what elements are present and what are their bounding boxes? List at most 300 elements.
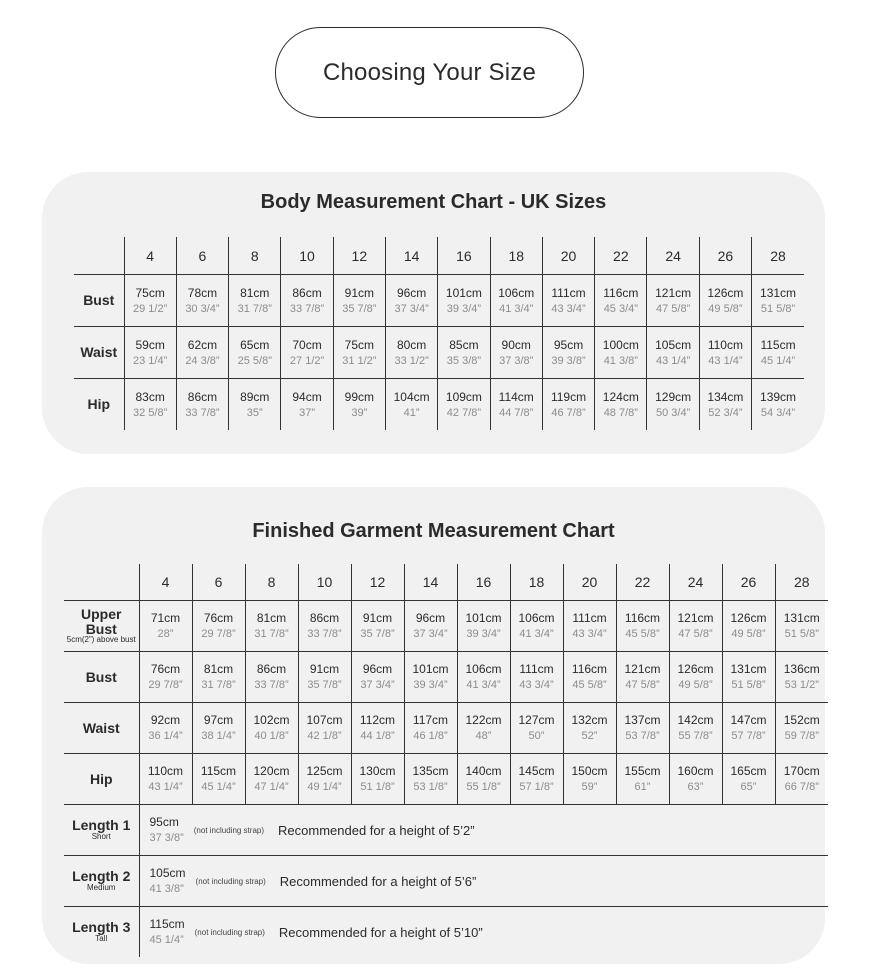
- cm-value: 126cm: [677, 662, 714, 676]
- measurement-cell: [647, 275, 699, 327]
- measurement-cell: [595, 275, 647, 327]
- inch-value: 51 5/8”: [784, 628, 819, 640]
- inch-value: 35 7/8”: [360, 628, 395, 640]
- measurement-cell: [775, 601, 828, 652]
- measurement-cell: [616, 652, 669, 703]
- inch-value: 51 5/8”: [731, 679, 766, 691]
- measurement-cell: [245, 754, 298, 805]
- size-header: 28: [775, 564, 828, 601]
- measurement-cell: [699, 379, 751, 431]
- height-recommendation: Recommended for a height of 5’2”: [278, 822, 475, 838]
- cm-value: 114cm: [498, 389, 534, 404]
- measurement-cell: [722, 652, 775, 703]
- inch-value: 47 5/8”: [655, 302, 691, 315]
- inch-value: 33 7/8”: [254, 679, 289, 691]
- size-header: 22: [616, 564, 669, 601]
- inch-value: 41 3/4”: [519, 628, 554, 640]
- row-label: [74, 275, 124, 327]
- cm-value: 121cm: [655, 285, 692, 300]
- table-row: [74, 327, 804, 379]
- measurement-cell: [752, 327, 804, 379]
- cm-value: 92cm: [150, 713, 181, 727]
- measurement-cell: [775, 703, 828, 754]
- garment-measurement-card: [42, 487, 825, 964]
- measurement-cell: [490, 275, 542, 327]
- measurement-cell: [669, 754, 722, 805]
- inch-value: 55 7/8”: [678, 730, 713, 742]
- size-header: 14: [385, 237, 437, 275]
- length-label: [64, 907, 139, 958]
- height-recommendation: Recommended for a height of 5’10”: [278, 924, 483, 940]
- cm-value: 96cm: [415, 611, 446, 625]
- cm-value: 116cm: [603, 285, 639, 300]
- cm-value: 110cm: [707, 337, 743, 352]
- cm-value: 85cm: [449, 337, 479, 352]
- inch-value: 31 1/2”: [342, 354, 377, 367]
- size-header: 10: [298, 564, 351, 601]
- inch-value: 23 1/4”: [133, 354, 168, 367]
- cm-value: 75cm: [135, 285, 165, 300]
- size-header: 8: [245, 564, 298, 601]
- cm-value: 105cm: [149, 866, 186, 880]
- length-details: [139, 856, 828, 907]
- body-chart-title: Body Measurement Chart - UK Sizes: [260, 191, 607, 213]
- row-label: [64, 754, 139, 805]
- inch-value: 39 3/4”: [466, 628, 501, 640]
- length-sublabel: Short: [91, 832, 111, 842]
- cm-value: 170cm: [783, 764, 820, 778]
- cm-value: 120cm: [253, 764, 290, 778]
- inch-value: 41”: [403, 406, 420, 419]
- cm-value: 119cm: [550, 389, 587, 404]
- length-label-text: Length 2: [72, 868, 131, 885]
- inch-value: 37”: [299, 406, 315, 419]
- measurement-cell: [438, 327, 490, 379]
- measurement-cell: [176, 379, 228, 431]
- measurement-cell: [298, 754, 351, 805]
- measurement-cell: [298, 601, 351, 652]
- measurement-cell: [192, 601, 245, 652]
- length-details: [139, 805, 828, 856]
- measurement-cell: [752, 275, 804, 327]
- cm-value: 116cm: [624, 611, 661, 625]
- inch-value: 30 3/4”: [185, 302, 220, 315]
- cm-value: 101cm: [412, 662, 449, 676]
- row-label: [64, 601, 139, 652]
- inch-value: 31 7/8”: [254, 628, 289, 640]
- inch-value: 41 3/8”: [603, 354, 638, 367]
- inch-value: 52 3/4”: [708, 406, 743, 419]
- size-header: 8: [229, 237, 281, 275]
- cm-value: 86cm: [256, 662, 287, 676]
- inch-value: 32 5/8”: [133, 406, 168, 419]
- inch-value: 39 3/4”: [413, 679, 448, 691]
- inch-value: 49 5/8”: [678, 679, 713, 691]
- measurement-cell: [139, 754, 192, 805]
- inch-value: 46 7/8”: [551, 406, 586, 419]
- cm-value: 96cm: [396, 285, 427, 300]
- inch-value: 43 3/4”: [519, 679, 554, 691]
- cm-value: 102cm: [253, 713, 290, 727]
- inch-value: 45 1/4”: [149, 934, 184, 946]
- inch-value: 45 3/4”: [603, 302, 638, 315]
- inch-value: 61”: [634, 781, 651, 793]
- size-header: 16: [457, 564, 510, 601]
- cm-value: 106cm: [465, 662, 502, 676]
- inch-value: 46 1/8”: [413, 730, 448, 742]
- row-label-text: Hip: [89, 770, 113, 787]
- size-header-row: [64, 564, 828, 601]
- cm-value: 129cm: [655, 389, 692, 404]
- inch-value: 43 1/4”: [708, 354, 743, 367]
- measurement-cell: [192, 703, 245, 754]
- cm-value: 90cm: [501, 337, 531, 352]
- cm-value: 150cm: [571, 764, 608, 778]
- table-row: [64, 601, 828, 652]
- measurement-cell: [404, 652, 457, 703]
- measurement-cell: [616, 703, 669, 754]
- measurement-cell: [775, 754, 828, 805]
- cm-value: 131cm: [730, 662, 767, 676]
- cm-value: 131cm: [760, 285, 797, 300]
- length-sublabel: Tall: [95, 934, 108, 944]
- measurement-cell: [722, 703, 775, 754]
- measurement-cell: [752, 379, 804, 431]
- cm-value: 106cm: [518, 611, 555, 625]
- inch-value: 63”: [687, 781, 704, 793]
- size-header: 18: [510, 564, 563, 601]
- size-header: 26: [722, 564, 775, 601]
- inch-value: 59”: [581, 781, 598, 793]
- measurement-cell: [490, 327, 542, 379]
- cm-value: 100cm: [602, 337, 639, 352]
- measurement-cell: [245, 703, 298, 754]
- length-details: [139, 907, 828, 958]
- inch-value: 39 3/8”: [551, 354, 586, 367]
- measurement-cell: [404, 754, 457, 805]
- measurement-cell: [669, 652, 722, 703]
- cm-value: 106cm: [498, 285, 535, 300]
- cm-value: 99cm: [344, 389, 374, 404]
- table-row: [74, 275, 804, 327]
- measurement-cell: [722, 601, 775, 652]
- size-header: 24: [647, 237, 699, 275]
- measurement-cell: [351, 652, 404, 703]
- cm-value: 86cm: [187, 389, 218, 404]
- row-label: [74, 379, 124, 431]
- cm-value: 142cm: [677, 713, 714, 727]
- measurement-cell: [438, 275, 490, 327]
- cm-value: 127cm: [518, 713, 555, 727]
- inch-value: 41 3/8”: [149, 883, 184, 895]
- inch-value: 55 1/8”: [466, 781, 501, 793]
- inch-value: 50 3/4”: [655, 406, 691, 419]
- inch-value: 27 1/2”: [289, 354, 325, 367]
- measurement-cell: [281, 379, 333, 431]
- measurement-cell: [457, 652, 510, 703]
- inch-value: 28”: [157, 628, 174, 640]
- measurement-cell: [616, 601, 669, 652]
- inch-value: 59 7/8”: [784, 730, 819, 742]
- page-title: [275, 27, 584, 118]
- measurement-cell: [245, 601, 298, 652]
- inch-value: 33 1/2”: [394, 354, 429, 367]
- row-label-text: Waist: [82, 719, 120, 736]
- cm-value: 83cm: [135, 389, 165, 404]
- measurement-cell: [281, 275, 333, 327]
- inch-value: 47 5/8”: [625, 679, 660, 691]
- inch-value: 49 5/8”: [708, 302, 743, 315]
- measurement-cell: [669, 703, 722, 754]
- cm-value: 62cm: [187, 337, 218, 352]
- table-row: [74, 379, 804, 431]
- page-title-text: Choosing Your Size: [322, 58, 537, 86]
- measurement-cell: [229, 379, 281, 431]
- cm-value: 111cm: [551, 285, 586, 300]
- cm-value: 95cm: [553, 337, 584, 352]
- inch-value: 36 1/4”: [148, 730, 183, 742]
- inch-value: 45 1/4”: [760, 354, 796, 367]
- inch-value: 37 3/4”: [394, 302, 429, 315]
- measurement-cell: [192, 652, 245, 703]
- inch-value: 44 7/8”: [499, 406, 534, 419]
- row-label-text: Bust: [85, 668, 117, 685]
- cm-value: 135cm: [412, 764, 449, 778]
- size-header: 6: [176, 237, 228, 275]
- inch-value: 54 3/4”: [760, 406, 796, 419]
- measurement-cell: [385, 275, 437, 327]
- measurement-cell: [699, 275, 751, 327]
- cm-value: 70cm: [292, 337, 322, 352]
- cm-value: 94cm: [292, 389, 322, 404]
- size-header: 20: [563, 564, 616, 601]
- size-header: 4: [124, 237, 176, 275]
- inch-value: 35”: [246, 406, 263, 419]
- cm-value: 134cm: [707, 389, 744, 404]
- cm-value: 115cm: [760, 337, 796, 352]
- measurement-cell: [139, 652, 192, 703]
- size-header: 24: [669, 564, 722, 601]
- inch-value: 29 1/2”: [133, 302, 168, 315]
- inch-value: 50”: [528, 730, 545, 742]
- inch-value: 43 1/4”: [148, 781, 183, 793]
- inch-value: 24 3/8”: [185, 354, 220, 367]
- length-row: [64, 907, 828, 958]
- measurement-cell: [595, 327, 647, 379]
- inch-value: 37 3/4”: [360, 679, 395, 691]
- measurement-cell: [510, 703, 563, 754]
- corner-cell: [74, 237, 124, 275]
- measurement-cell: [333, 327, 385, 379]
- cm-value: 112cm: [359, 713, 396, 727]
- inch-value: 44 1/8”: [360, 730, 395, 742]
- measurement-cell: [616, 754, 669, 805]
- cm-value: 152cm: [783, 713, 820, 727]
- cm-value: 160cm: [677, 764, 714, 778]
- measurement-cell: [229, 327, 281, 379]
- inch-value: 48”: [475, 730, 492, 742]
- size-header: 28: [752, 237, 804, 275]
- cm-value: 130cm: [359, 764, 396, 778]
- inch-value: 38 1/4”: [201, 730, 236, 742]
- length-details-inner: [150, 916, 829, 948]
- size-header: 4: [139, 564, 192, 601]
- measurement-cell: [722, 754, 775, 805]
- row-label-text: Hip: [87, 396, 111, 413]
- size-header: 12: [351, 564, 404, 601]
- measurement-cell: [192, 754, 245, 805]
- cm-value: 95cm: [149, 815, 179, 829]
- strap-note: (not including strap): [193, 825, 265, 835]
- table-row: [64, 652, 828, 703]
- size-header-row: [74, 237, 804, 275]
- cm-value: 115cm: [149, 917, 185, 931]
- inch-value: 40 1/8”: [254, 730, 289, 742]
- length-label: [64, 805, 139, 856]
- length-values: [150, 814, 184, 846]
- inch-value: 35 3/8”: [446, 354, 482, 367]
- row-label: [74, 327, 124, 379]
- cm-value: 121cm: [624, 662, 661, 676]
- measurement-cell: [245, 652, 298, 703]
- garment-measurement-table: [64, 564, 828, 957]
- inch-value: 57 1/8”: [519, 781, 554, 793]
- cm-value: 110cm: [147, 764, 184, 778]
- inch-value: 53 1/8”: [413, 781, 448, 793]
- cm-value: 81cm: [256, 611, 287, 625]
- measurement-cell: [176, 275, 228, 327]
- cm-value: 81cm: [203, 662, 234, 676]
- measurement-cell: [647, 379, 699, 431]
- cm-value: 75cm: [344, 337, 374, 352]
- measurement-cell: [542, 379, 594, 431]
- cm-value: 111cm: [519, 662, 554, 676]
- length-row: [64, 856, 828, 907]
- measurement-cell: [333, 379, 385, 431]
- measurement-cell: [699, 327, 751, 379]
- measurement-cell: [351, 703, 404, 754]
- inch-value: 45 5/8”: [625, 628, 660, 640]
- inch-value: 42 7/8”: [446, 406, 482, 419]
- measurement-cell: [490, 379, 542, 431]
- cm-value: 89cm: [240, 389, 270, 404]
- measurement-cell: [229, 275, 281, 327]
- inch-value: 43 3/4”: [572, 628, 607, 640]
- inch-value: 37 3/8”: [499, 354, 534, 367]
- inch-value: 51 5/8”: [760, 302, 796, 315]
- size-header: 20: [542, 237, 594, 275]
- size-header: 16: [438, 237, 490, 275]
- measurement-cell: [385, 327, 437, 379]
- inch-value: 29 7/8”: [201, 628, 236, 640]
- size-header: 26: [699, 237, 751, 275]
- measurement-cell: [124, 379, 176, 431]
- cm-value: 140cm: [465, 764, 502, 778]
- table-row: [64, 703, 828, 754]
- inch-value: 31 7/8”: [201, 679, 236, 691]
- cm-value: 65cm: [240, 337, 270, 352]
- cm-value: 96cm: [362, 662, 393, 676]
- body-measurement-table: [74, 237, 804, 430]
- cm-value: 78cm: [187, 285, 218, 300]
- cm-value: 76cm: [150, 662, 181, 676]
- strap-note: (not including strap): [194, 927, 265, 937]
- length-row: [64, 805, 828, 856]
- inch-value: 39”: [351, 406, 368, 419]
- measurement-cell: [385, 379, 437, 431]
- measurement-cell: [298, 703, 351, 754]
- measurement-cell: [510, 601, 563, 652]
- measurement-cell: [139, 601, 192, 652]
- inch-value: 41 3/4”: [499, 302, 534, 315]
- cm-value: 126cm: [730, 611, 767, 625]
- cm-value: 71cm: [150, 611, 181, 625]
- inch-value: 35 7/8”: [342, 302, 377, 315]
- cm-value: 86cm: [309, 611, 340, 625]
- measurement-cell: [333, 275, 385, 327]
- measurement-cell: [457, 754, 510, 805]
- length-values: [150, 916, 185, 948]
- measurement-cell: [563, 703, 616, 754]
- inch-value: 57 7/8”: [731, 730, 766, 742]
- row-sublabel: 5cm(2”) above bust: [66, 635, 136, 645]
- table-row: [64, 754, 828, 805]
- measurement-cell: [404, 703, 457, 754]
- cm-value: 147cm: [730, 713, 767, 727]
- measurement-cell: [351, 754, 404, 805]
- cm-value: 109cm: [445, 389, 482, 404]
- inch-value: 43 3/4”: [551, 302, 586, 315]
- inch-value: 65”: [740, 781, 757, 793]
- inch-value: 53 7/8”: [625, 730, 660, 742]
- cm-value: 101cm: [445, 285, 482, 300]
- cm-value: 101cm: [465, 611, 502, 625]
- length-label-text: Length 1: [72, 817, 131, 834]
- cm-value: 126cm: [707, 285, 744, 300]
- inch-value: 39 3/4”: [446, 302, 482, 315]
- measurement-cell: [510, 652, 563, 703]
- length-label-text: Length 3: [72, 919, 131, 936]
- inch-value: 37 3/4”: [413, 628, 448, 640]
- row-label-text: Upper Bust: [81, 606, 122, 637]
- row-label-text: Waist: [80, 344, 118, 361]
- cm-value: 121cm: [677, 611, 714, 625]
- inch-value: 25 5/8”: [237, 354, 272, 367]
- inch-value: 45 5/8”: [572, 679, 607, 691]
- cm-value: 104cm: [393, 389, 430, 404]
- size-header: 18: [490, 237, 542, 275]
- inch-value: 31 7/8”: [237, 302, 272, 315]
- cm-value: 105cm: [655, 337, 692, 352]
- measurement-cell: [176, 327, 228, 379]
- measurement-cell: [595, 379, 647, 431]
- measurement-cell: [298, 652, 351, 703]
- length-label: [64, 856, 139, 907]
- cm-value: 139cm: [760, 389, 797, 404]
- measurement-cell: [563, 652, 616, 703]
- inch-value: 35 7/8”: [307, 679, 342, 691]
- measurement-cell: [669, 601, 722, 652]
- size-header: 6: [192, 564, 245, 601]
- body-measurement-card: [42, 172, 825, 454]
- measurement-cell: [351, 601, 404, 652]
- measurement-cell: [563, 601, 616, 652]
- inch-value: 43 1/4”: [655, 354, 691, 367]
- inch-value: 41 3/4”: [466, 679, 501, 691]
- inch-value: 49 1/4”: [307, 781, 342, 793]
- inch-value: 51 1/8”: [360, 781, 395, 793]
- inch-value: 33 7/8”: [307, 628, 342, 640]
